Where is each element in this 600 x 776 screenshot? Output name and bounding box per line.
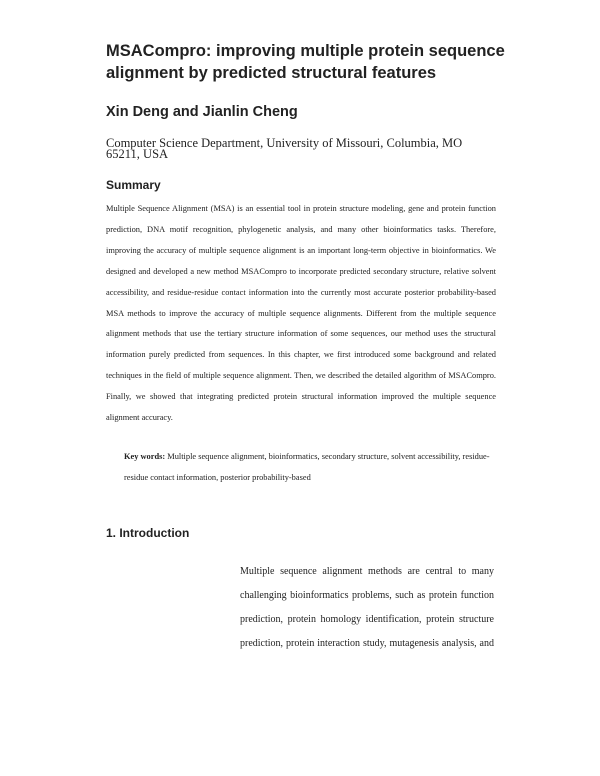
introduction-heading: 1. Introduction xyxy=(106,526,190,540)
paper-authors: Xin Deng and Jianlin Cheng xyxy=(106,104,298,120)
keywords-text: Multiple sequence alignment, bioinformatics, secondary structure, solvent accessibility, residue-residue contact information, posterior probability-based xyxy=(124,452,490,482)
summary-text: Multiple Sequence Alignment (MSA) is an essential tool in protein structure modeling, gene and protein function prediction, DNA motif recognition, phylogenetic analysis, and many other bioinformatics tasks. Therefore, improving the accuracy of multiple sequence alignment is an important long-term objective in bioinformatics. We designed and developed a new method MSACompro to incorporate predicted secondary structure, relative solvent accessibility, and residue-residue contact information into the currently most accurate posterior probability-based MSA methods to improve the accuracy of multiple sequence alignments. Different from the multiple sequence alignment methods that use the tertiary structure information of some sequences, our method uses the structural information purely predicted from sequences. In this chapter, we first introduced some background and related techniques in the field of multiple sequence alignment. Then, we described the detailed algorithm of MSACompro. Finally, we showed that integrating predicted protein structural information improved the multiple sequence alignment accuracy. xyxy=(106,204,496,423)
paper-title: MSACompro: improving multiple protein sequence alignment by predicted structural features xyxy=(106,42,505,82)
introduction-text: Multiple sequence alignment methods are central to many challenging bioinformatics problems, such as protein function prediction, protein homology identification, protein structure prediction, protein interaction study, mutagenesis analysis, and xyxy=(240,566,494,649)
keywords-label: Key words: xyxy=(124,452,166,461)
author-affiliation: Computer Science Department, University of Missouri, Columbia, MO 65211, USA xyxy=(106,136,463,161)
keywords-block xyxy=(124,446,496,488)
summary-heading: Summary xyxy=(106,178,161,192)
